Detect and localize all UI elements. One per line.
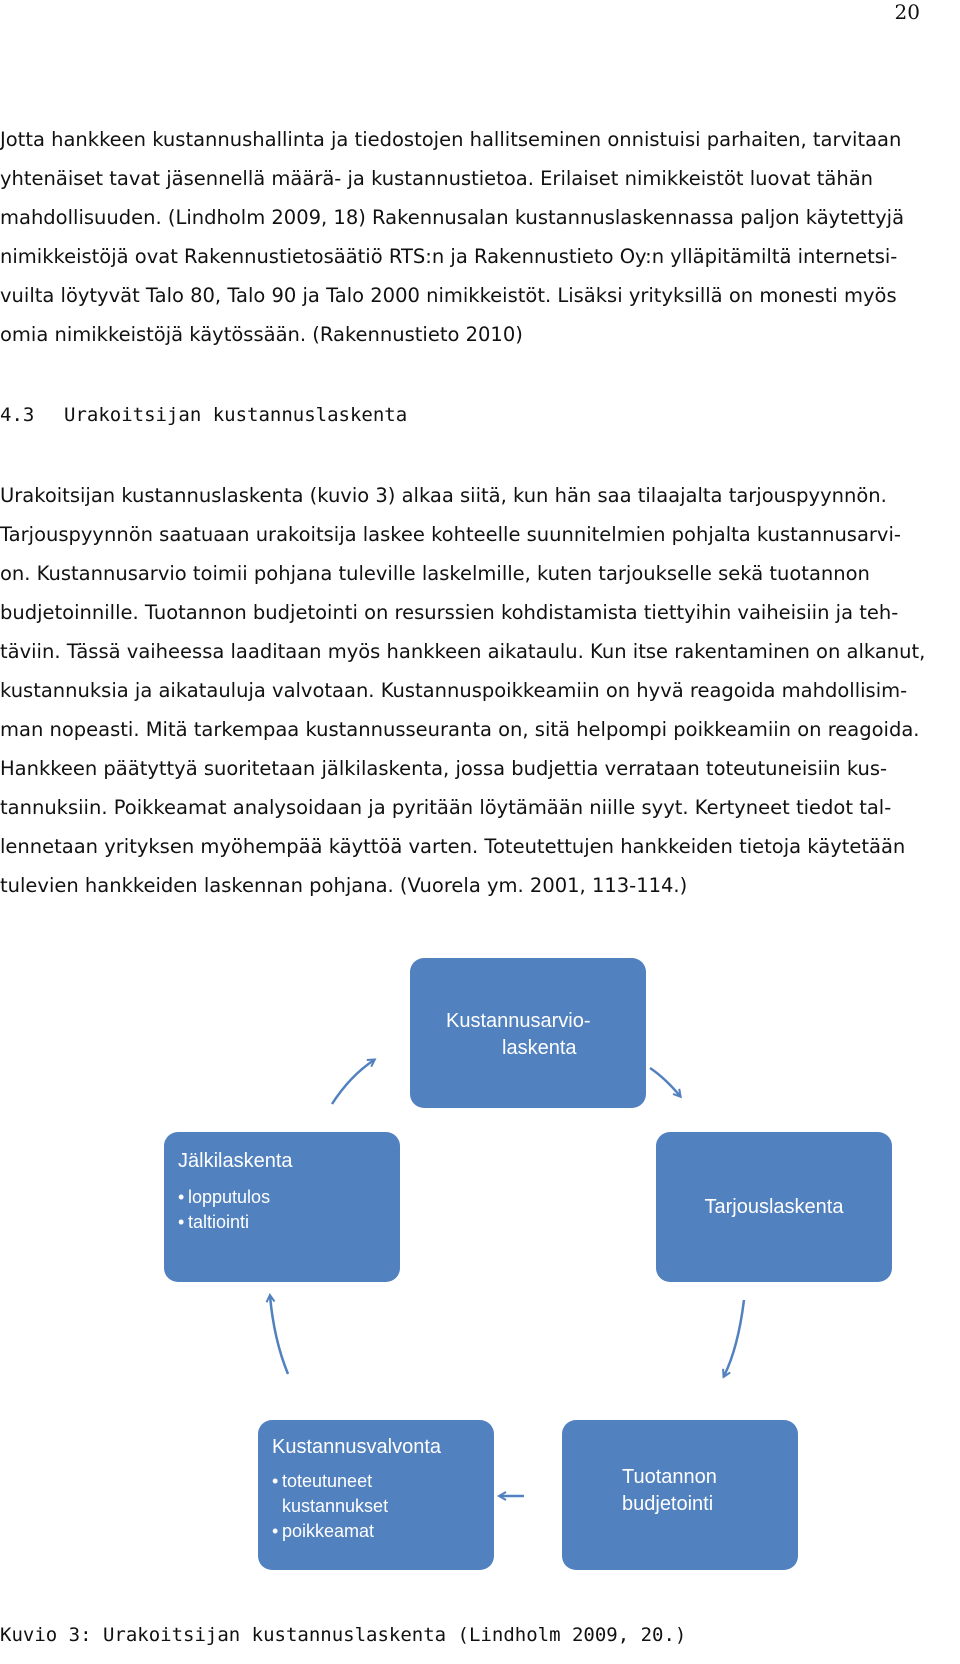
bullet-text-continued: kustannukset [282, 1496, 389, 1516]
node-bullet-item [178, 1185, 388, 1210]
paragraph-line: Jotta hankkeen kustannushallinta ja tiedostojen hallitseminen onnistuisi parhaiten, tarvitaan [0, 128, 902, 151]
paragraph-line: budjetoinnille. Tuotannon budjetointi on resurssien kohdistamista tiettyihin vaiheisiin ja teh- [0, 601, 899, 624]
node-post-calculation [164, 1132, 400, 1282]
paragraph-line: Urakoitsijan kustannuslaskenta (kuvio 3) alkaa siitä, kun hän saa tilaajalta tarjouspyynnön. [0, 484, 887, 507]
node-label: Tarjouslaskenta [704, 1195, 844, 1218]
paragraph-line: tulevien hankkeiden laskennan pohjana. (Vuorela ym. 2001, 113-114.) [0, 874, 688, 897]
paragraph-line: omia nimikkeistöjä käytössään. (Rakennustieto 2010) [0, 323, 523, 346]
page-number: 20 [894, 0, 920, 24]
paragraph-line: nimikkeistöjä ovat Rakennustietosäätiö RTS:n ja Rakennustieto Oy:n ylläpitämiltä internetsi- [0, 245, 898, 268]
paragraph-line: Tarjouspyynnön saatuaan urakoitsija laskee kohteelle suunnitelmien pohjalta kustannusarvi- [0, 523, 901, 546]
bullet-icon: • [272, 1521, 279, 1541]
node-cost-estimate [410, 958, 646, 1108]
node-label: laskenta [502, 1037, 577, 1059]
bullet-text: poikkeamat [282, 1521, 375, 1541]
paragraph-line: yhtenäiset tavat jäsennellä määrä- ja kustannustietoa. Erilaiset nimikkeistöt luovat tähän [0, 167, 874, 190]
node-tender-calculation [656, 1132, 892, 1282]
arrow-left-to-top [332, 1060, 374, 1104]
paragraph-line: täviin. Tässä vaiheessa laaditaan myös hankkeen aikataulu. Kun itse rakentaminen on alkanut, [0, 640, 926, 663]
section-title: Urakoitsijan kustannuslaskenta [64, 404, 408, 426]
paragraph-line: mahdollisuuden. (Lindholm 2009, 18) Rakennusalan kustannuslaskennassa paljon käytettyjä [0, 206, 905, 229]
paragraph-line: kustannuksia ja aikatauluja valvotaan. Kustannuspoikkeamiin on hyvä reagoida mahdollisim- [0, 679, 908, 702]
section-heading [0, 400, 407, 430]
node-bullet-list [272, 1469, 482, 1544]
node-cost-control [258, 1420, 494, 1570]
node-bullet-item [178, 1210, 388, 1235]
bullet-text: lopputulos [188, 1187, 271, 1207]
paragraph-line: Hankkeen päätyttyä suoritetaan jälkilaskenta, jossa budjettia verrataan toteutuneisiin kus- [0, 757, 888, 780]
bullet-text: toteutuneet [282, 1471, 373, 1491]
arrow-right-to-bottom-right [724, 1300, 744, 1376]
bullet-icon: • [178, 1212, 185, 1232]
node-label: Tuotannon [622, 1466, 717, 1488]
bullet-text: taltiointi [188, 1212, 250, 1232]
paragraph-line: tannuksiin. Poikkeamat analysoidaan ja pyritään löytämään niille syyt. Kertyneet tiedot tal- [0, 796, 892, 819]
node-bullet-item [272, 1469, 482, 1519]
cost-calculation-cycle-diagram [0, 950, 960, 1600]
arrow-bottom-left-to-left [270, 1296, 288, 1374]
node-bullet-item [272, 1519, 482, 1544]
node-label: budjetointi [622, 1493, 714, 1515]
node-production-budgeting [562, 1420, 798, 1570]
bullet-icon: • [178, 1187, 185, 1207]
section-number: 4.3 [0, 404, 35, 426]
arrow-top-to-right [650, 1068, 680, 1096]
node-title: Jälkilaskenta [178, 1150, 293, 1172]
paragraph-line: vuilta löytyvät Talo 80, Talo 90 ja Talo 2000 nimikkeistöt. Lisäksi yrityksillä on monesti myös [0, 284, 897, 307]
node-title: Kustannusvalvonta [272, 1436, 442, 1458]
paragraph-line: man nopeasti. Mitä tarkempaa kustannusseuranta on, sitä helpompi poikkeamiin on reagoida. [0, 718, 920, 741]
paragraph-line: on. Kustannusarvio toimii pohjana tuleville laskelmille, kuten tarjoukselle sekä tuotannon [0, 562, 870, 585]
node-label: Kustannusarvio- [446, 1010, 591, 1032]
paragraph-line: lennetaan yrityksen myöhempää käyttöä varten. Toteutettujen hankkeiden tietoja käytetään [0, 835, 906, 858]
paragraph-2 [0, 476, 950, 905]
bullet-icon: • [272, 1471, 279, 1491]
node-bullet-list [178, 1185, 388, 1235]
figure-caption: Kuvio 3: Urakoitsijan kustannuslaskenta (Lindholm 2009, 20.) [0, 1624, 687, 1646]
paragraph-1 [0, 120, 950, 354]
